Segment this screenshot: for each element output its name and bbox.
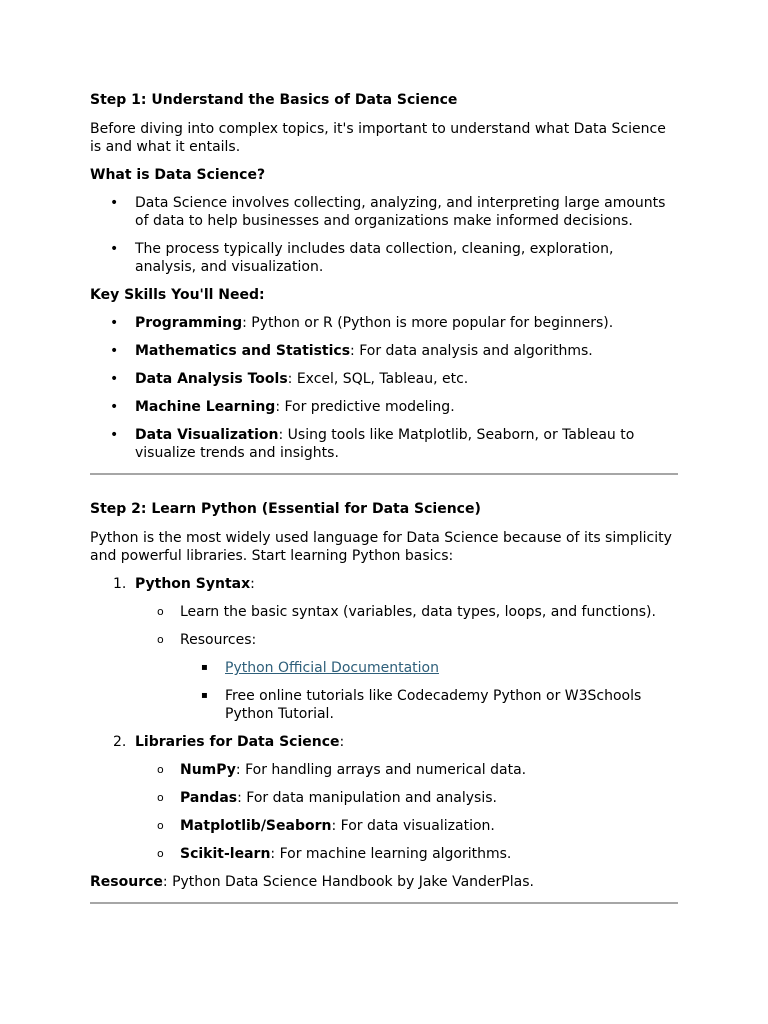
list-item: o Matplotlib/Seaborn: For data visualization. [157, 818, 495, 834]
list-item [90, 659, 678, 677]
circle-bullet-icon: o [157, 791, 164, 804]
resource-line: Resource: Python Data Science Handbook by Jake VanderPlas. [90, 874, 534, 890]
list-item: o Learn the basic syntax (variables, data types, loops, and functions). [157, 604, 656, 620]
python-docs-link[interactable]: Python Official Documentation [225, 660, 439, 676]
list-item: • Data Analysis Tools: Excel, SQL, Tableau, etc. [110, 371, 469, 387]
circle-bullet-icon: o [157, 763, 164, 776]
list-item: • The process typically includes data collection, cleaning, exploration, analysis, and visualization. [110, 241, 614, 275]
square-bullet-icon: ▪ [201, 662, 208, 673]
bullet-icon: • [110, 427, 119, 443]
list-item-python-syntax: 1. Python Syntax: [113, 576, 255, 592]
bullet-icon: • [110, 195, 119, 211]
step2-intro: Python is the most widely used language for Data Science because of its simplicity and powerful libraries. Start learning Python basics: [90, 530, 672, 564]
step2-numbered-list [90, 575, 678, 863]
what-is-list [90, 194, 678, 276]
list-item: o NumPy: For handling arrays and numerical data. [157, 762, 527, 778]
what-is-heading: What is Data Science? [90, 167, 266, 183]
list-item: o Resources: [157, 632, 257, 648]
list-item: • Programming: Python or R (Python is more popular for beginners). [110, 315, 614, 331]
step2-heading: Step 2: Learn Python (Essential for Data Science) [90, 501, 481, 517]
square-bullet-icon: ▪ [201, 690, 208, 701]
bullet-icon: • [110, 315, 119, 331]
step1-heading: Step 1: Understand the Basics of Data Science [90, 92, 458, 108]
list-number: 1. [113, 576, 127, 592]
circle-bullet-icon: o [157, 605, 164, 618]
list-item-libraries: 2. Libraries for Data Science: [113, 734, 345, 750]
list-item: o Pandas: For data manipulation and analysis. [157, 790, 497, 806]
list-item: • Data Science involves collecting, analyzing, and interpreting large amounts of data to help businesses and organizations make informed decisions. [110, 195, 666, 229]
list-item: • Machine Learning: For predictive modeling. [110, 399, 455, 415]
list-item: • Mathematics and Statistics: For data analysis and algorithms. [110, 343, 593, 359]
section-divider-bottom [90, 902, 678, 904]
bullet-icon: • [110, 371, 119, 387]
step1-intro: Before diving into complex topics, it's important to understand what Data Science is and what it entails. [90, 121, 666, 155]
key-skills-heading: Key Skills You'll Need: [90, 287, 265, 303]
document-page [90, 90, 678, 904]
list-item: • Data Visualization: Using tools like Matplotlib, Seaborn, or Tableau to visualize trends and insights. [110, 427, 635, 461]
circle-bullet-icon: o [157, 819, 164, 832]
bullet-icon: • [110, 241, 119, 257]
key-skills-list [90, 314, 678, 462]
list-item: ▪ Free online tutorials like Codecademy Python or W3Schools Python Tutorial. [201, 688, 642, 722]
list-item: o Scikit-learn: For machine learning algorithms. [157, 846, 512, 862]
circle-bullet-icon: o [157, 847, 164, 860]
bullet-icon: • [110, 399, 119, 415]
bullet-icon: • [110, 343, 119, 359]
list-number: 2. [113, 734, 127, 750]
circle-bullet-icon: o [157, 633, 164, 646]
